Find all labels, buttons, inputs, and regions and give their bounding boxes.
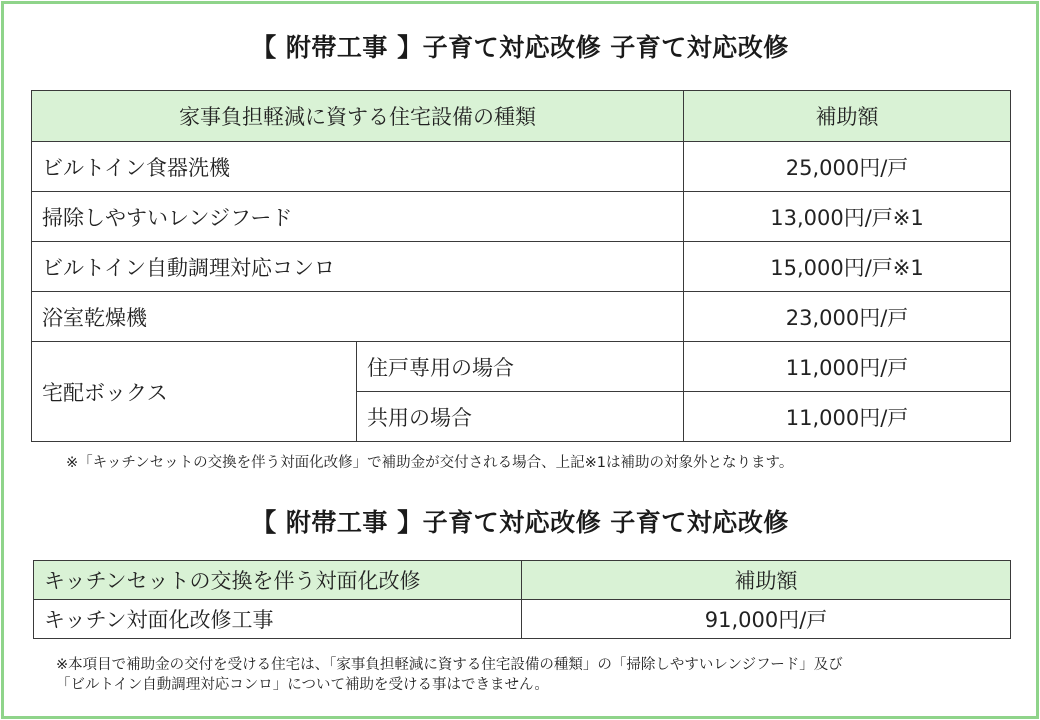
header-renovation-type: キッチンセットの交換を伴う対面化改修 — [34, 561, 522, 600]
table-row — [32, 242, 1011, 292]
table-row — [34, 600, 1011, 639]
row-amount: 11,000円/戸 — [684, 342, 1011, 392]
row-amount: 23,000円/戸 — [684, 292, 1011, 342]
section1-note: ※「キッチンセットの交換を伴う対面化改修」で補助金が交付される場合、上記※1は補助の対象外となります。 — [66, 455, 794, 471]
table-header-row — [34, 561, 1011, 600]
row-label: 掃除しやすいレンジフード — [32, 192, 684, 242]
note-line: ※本項目で補助金の交付を受ける住宅は、「家事負担軽減に資する住宅設備の種類」の「掃除しやすいレンジフード」及び — [56, 657, 843, 673]
header-equipment-type: 家事負担軽減に資する住宅設備の種類 — [32, 91, 684, 142]
row-amount: 15,000円/戸※1 — [684, 242, 1011, 292]
row-sublabel: 共用の場合 — [357, 392, 684, 442]
section1-title: 【 附帯工事 】子育て対応改修 子育て対応改修 — [251, 33, 789, 62]
header-amount: 補助額 — [522, 561, 1011, 600]
row-amount: 13,000円/戸※1 — [684, 192, 1011, 242]
delivery-box-label: 宅配ボックス — [32, 342, 357, 442]
row-label: 浴室乾燥機 — [32, 292, 684, 342]
table-row — [32, 342, 1011, 392]
table-row — [32, 292, 1011, 342]
row-label: ビルトイン自動調理対応コンロ — [32, 242, 684, 292]
section2-note — [56, 655, 843, 695]
section2-title: 【 附帯工事 】子育て対応改修 子育て対応改修 — [251, 508, 789, 537]
note-line: 「ビルトイン自動調理対応コンロ」について補助を受ける事はできません。 — [56, 677, 549, 693]
kitchen-subsidy-table — [33, 560, 1011, 639]
row-sublabel: 住戸専用の場合 — [357, 342, 684, 392]
table-row — [32, 142, 1011, 192]
row-amount: 25,000円/戸 — [684, 142, 1011, 192]
row-label: ビルトイン食器洗機 — [32, 142, 684, 192]
subsidy-table — [31, 90, 1011, 442]
row-amount: 91,000円/戸 — [522, 600, 1011, 639]
row-label: キッチン対面化改修工事 — [34, 600, 522, 639]
header-amount: 補助額 — [684, 91, 1011, 142]
row-amount: 11,000円/戸 — [684, 392, 1011, 442]
table-header-row — [32, 91, 1011, 142]
table-row — [32, 192, 1011, 242]
